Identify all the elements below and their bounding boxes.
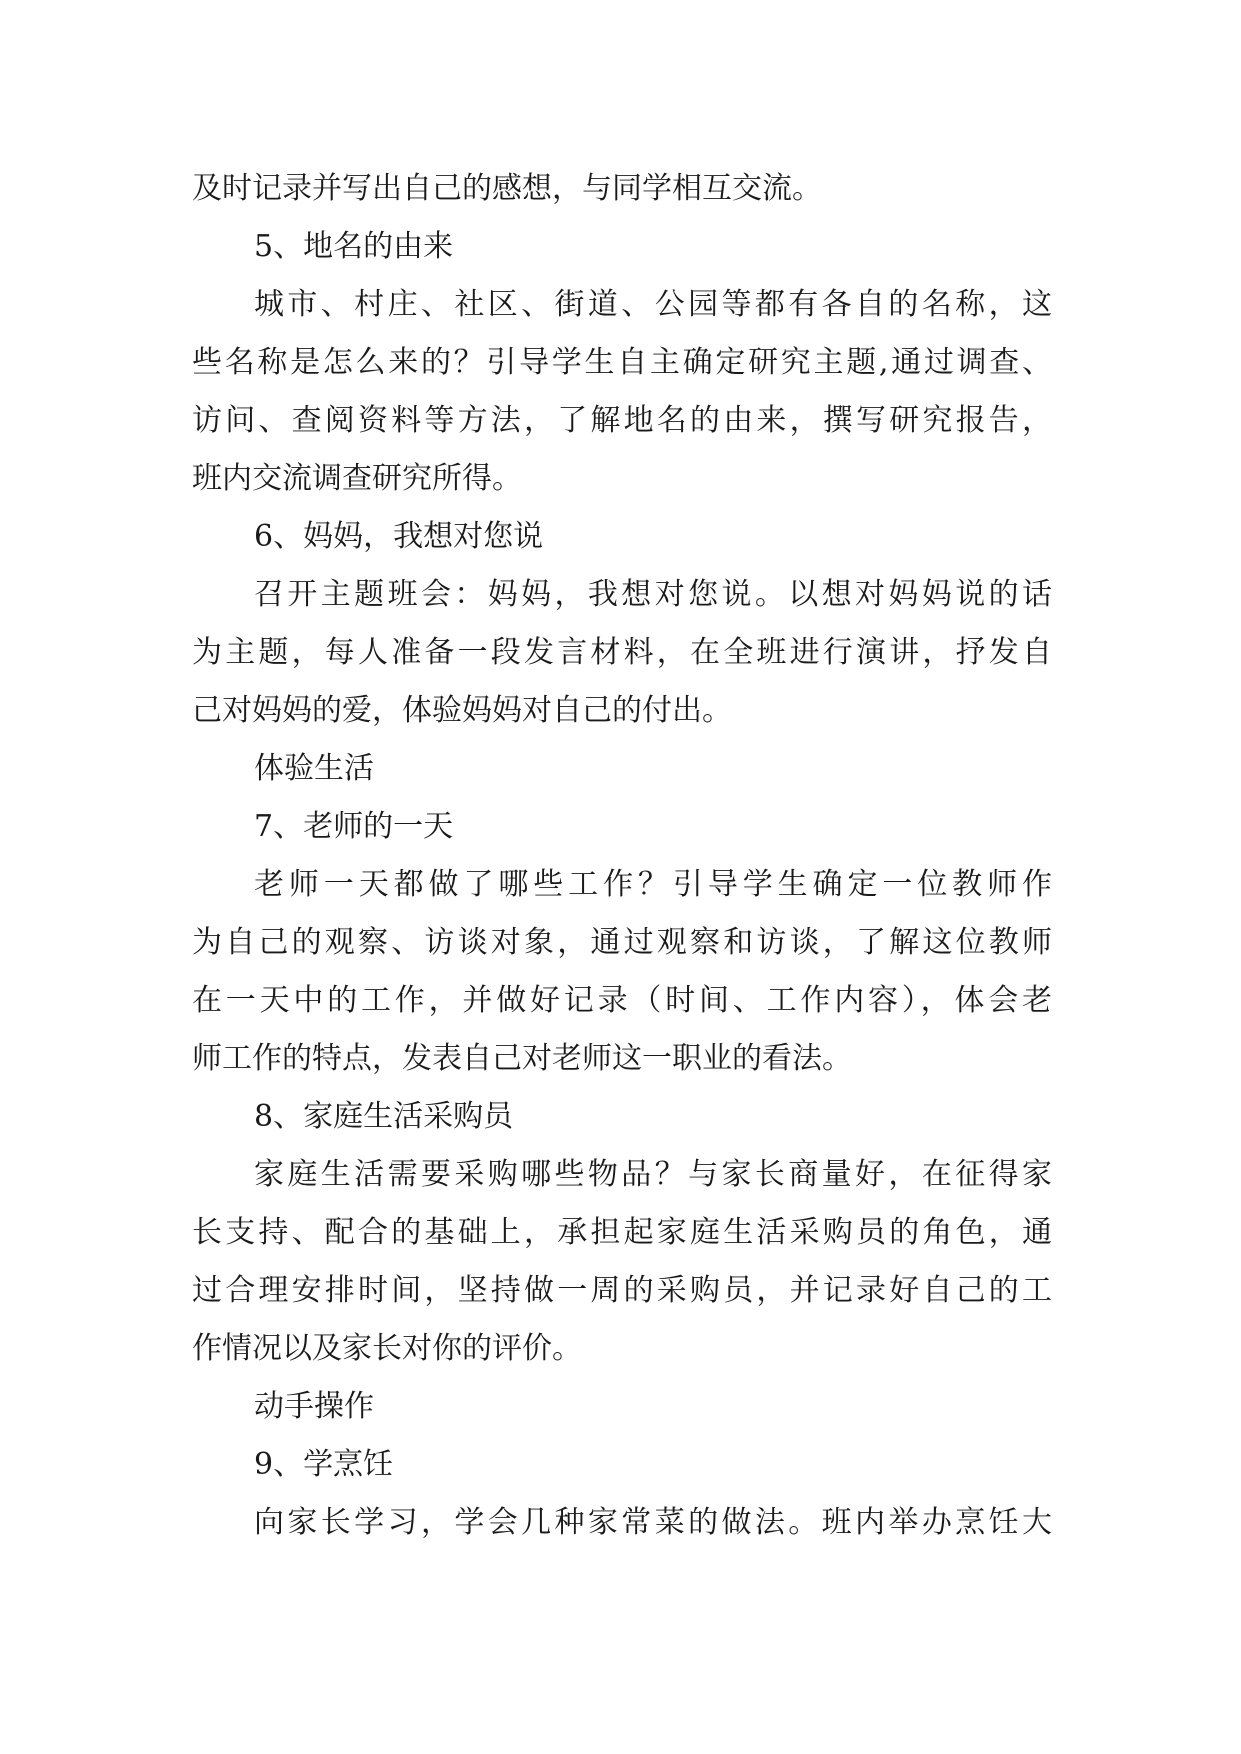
paragraph-line: 城市、村庄、社区、街道、公园等都有各自的名称，这: [254, 287, 1052, 322]
paragraph-line: 己对妈妈的爱，体验妈妈对自己的付出。: [192, 693, 732, 728]
paragraph-line: 向家长学习，学会几种家常菜的做法。班内举办烹饪大: [254, 1505, 1052, 1540]
section-heading: 7、老师的一天: [254, 809, 454, 844]
paragraph-line: 长支持、配合的基础上，承担起家庭生活采购员的角色，通: [192, 1215, 1052, 1250]
section-heading: 9、学烹饪: [254, 1447, 394, 1482]
category-heading: 动手操作: [254, 1389, 374, 1424]
paragraph-line: 访问、查阅资料等方法，了解地名的由来，撰写研究报告，: [192, 403, 1052, 438]
paragraph-line: 师工作的特点，发表自己对老师这一职业的看法。: [192, 1041, 852, 1076]
section-heading: 8、家庭生活采购员: [254, 1099, 514, 1134]
paragraph-line: 为自己的观察、访谈对象，通过观察和访谈，了解这位教师: [192, 925, 1052, 960]
paragraph-line: 召开主题班会：妈妈，我想对您说。以想对妈妈说的话: [254, 577, 1052, 612]
paragraph-line: 作情况以及家长对你的评价。: [192, 1331, 582, 1366]
category-heading: 体验生活: [254, 751, 374, 786]
paragraph-line: 过合理安排时间，坚持做一周的采购员，并记录好自己的工: [192, 1273, 1052, 1308]
paragraph-line: 及时记录并写出自己的感想，与同学相互交流。: [192, 171, 822, 206]
paragraph-line: 为主题，每人准备一段发言材料，在全班进行演讲，抒发自: [192, 635, 1052, 670]
section-heading: 6、妈妈，我想对您说: [254, 519, 544, 554]
paragraph-line: 些名称是怎么来的？引导学生自主确定研究主题,通过调查、: [192, 345, 1052, 380]
paragraph-line: 老师一天都做了哪些工作？引导学生确定一位教师作: [254, 867, 1052, 902]
paragraph-line: 班内交流调查研究所得。: [192, 461, 522, 496]
paragraph-line: 在一天中的工作，并做好记录（时间、工作内容），体会老: [192, 983, 1052, 1018]
paragraph-line: 家庭生活需要采购哪些物品？与家长商量好，在征得家: [254, 1157, 1052, 1192]
section-heading: 5、地名的由来: [254, 229, 454, 264]
document-body: [192, 160, 1052, 1552]
